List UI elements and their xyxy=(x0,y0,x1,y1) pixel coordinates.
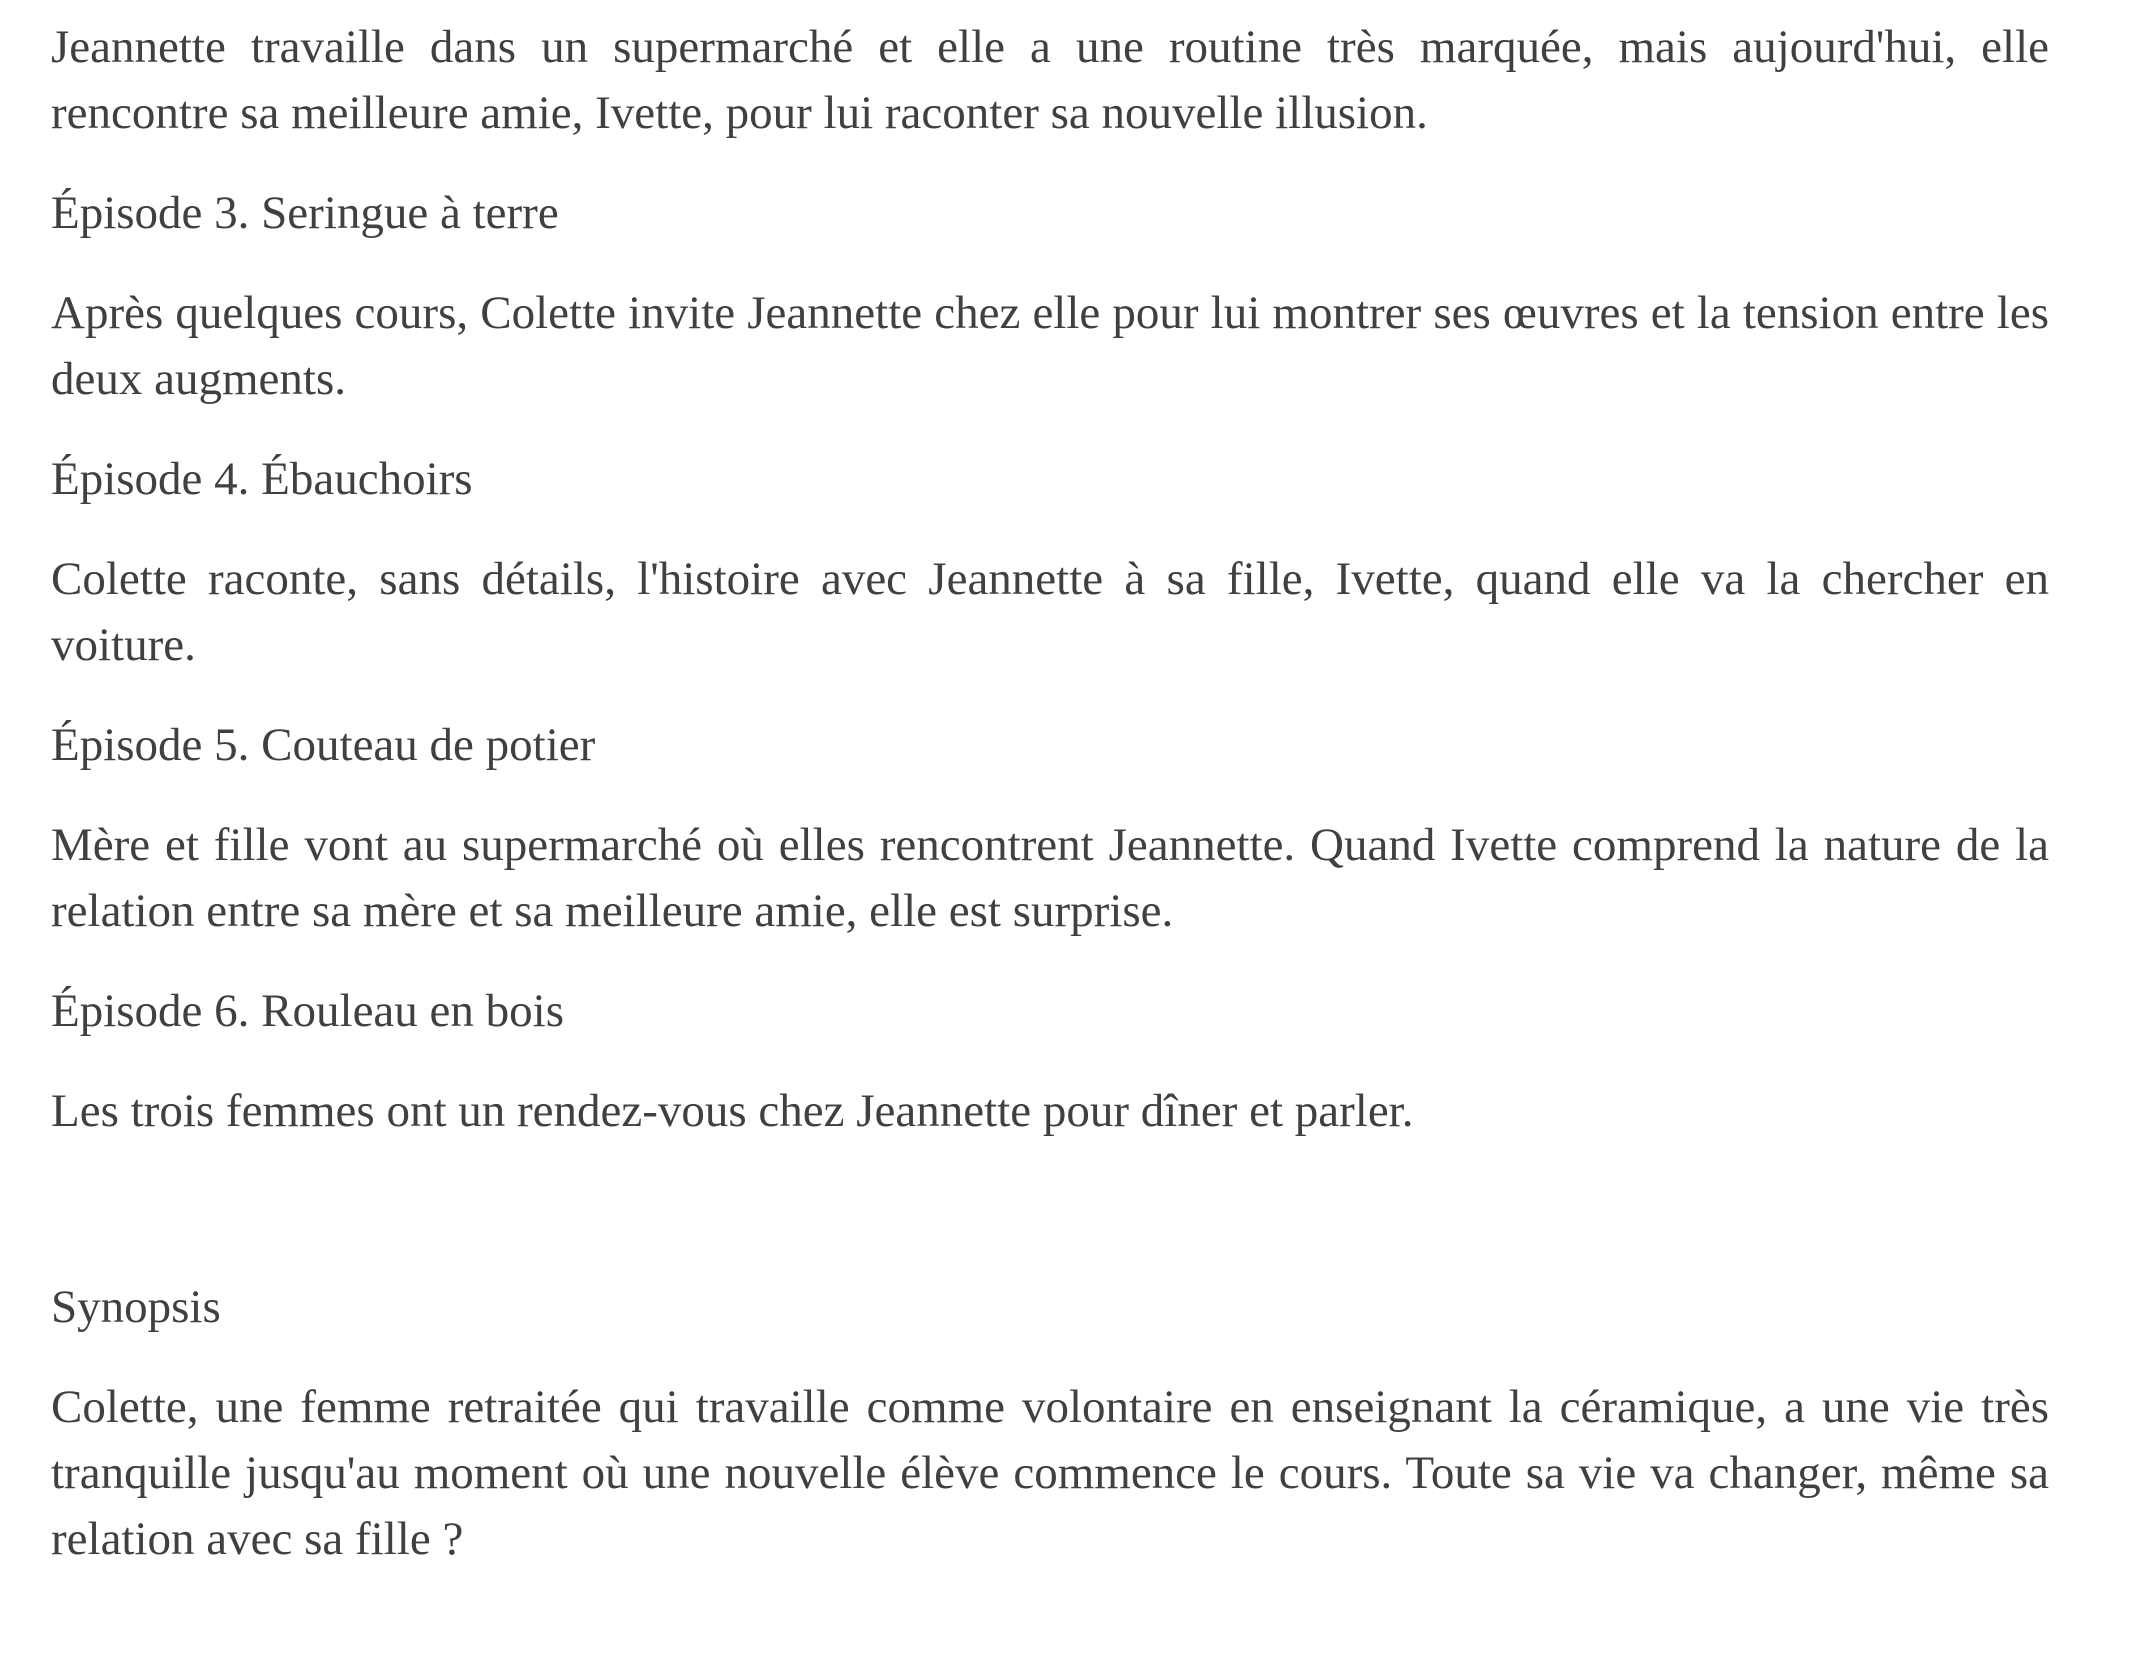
episode-5-text: Mère et fille vont au supermarché où elles rencontrent Jeannette. Quand Ivette comprend la nature de la relation entre sa mère et sa meilleure amie, elle est surprise. xyxy=(51,819,2049,937)
episode-6-text: Les trois femmes ont un rendez-vous chez Jeannette pour dîner et parler. xyxy=(51,1085,1414,1137)
spacer xyxy=(51,1144,2049,1274)
episode-5-title: Épisode 5. Couteau de potier xyxy=(51,719,596,771)
episode-3-text: Après quelques cours, Colette invite Jeannette chez elle pour lui montrer ses œuvres et la tension entre les deux augments. xyxy=(51,287,2049,405)
episode-3-title: Épisode 3. Seringue à terre xyxy=(51,187,559,239)
spacer xyxy=(51,1340,2049,1374)
episode-4-title: Épisode 4. Ébauchoirs xyxy=(51,453,473,505)
spacer xyxy=(51,1044,2049,1078)
episode-6-title: Épisode 6. Rouleau en bois xyxy=(51,985,565,1037)
spacer xyxy=(51,246,2049,280)
intro-paragraph: Jeannette travaille dans un supermarché et elle a une routine très marquée, mais aujourd'hui, elle rencontre sa meilleure amie, Ivette, pour lui raconter sa nouvelle illusion. xyxy=(51,21,2049,139)
episode-4-text: Colette raconte, sans détails, l'histoire avec Jeannette à sa fille, Ivette, quand elle va la chercher en voiture. xyxy=(51,553,2049,671)
spacer xyxy=(51,146,2049,180)
spacer xyxy=(51,512,2049,546)
spacer xyxy=(51,412,2049,446)
spacer xyxy=(51,944,2049,978)
spacer xyxy=(51,678,2049,712)
synopsis-text: Colette, une femme retraitée qui travaille comme volontaire en enseignant la céramique, a une vie très tranquille jusqu'au moment où une nouvelle élève commence le cours. Toute sa vie va changer, même sa relation avec sa fille ? xyxy=(51,1381,2049,1565)
synopsis-title: Synopsis xyxy=(51,1281,221,1333)
document-body xyxy=(51,14,2049,1572)
spacer xyxy=(51,778,2049,812)
